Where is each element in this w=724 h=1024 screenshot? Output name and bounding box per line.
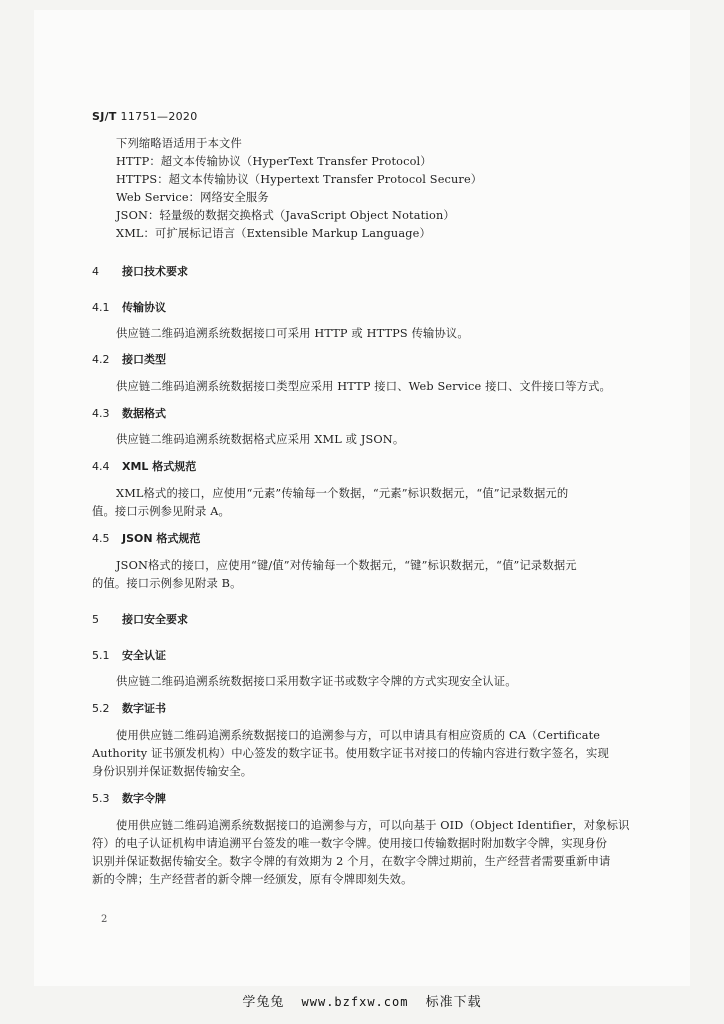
- section-title: 数字证书: [122, 702, 166, 715]
- page-number: 2: [101, 914, 108, 925]
- download-footer: [0, 990, 724, 1014]
- footer-tagline: 标准下载: [425, 995, 482, 1010]
- section-heading-4-2: [92, 352, 166, 368]
- section-title: JSON 格式规范: [122, 532, 201, 545]
- section-paragraph-line: XML格式的接口，应使用“元素”传输每一个数据，“元素”标识数据元，“值”记录数据元的: [116, 487, 569, 500]
- section-paragraph-line: 身份识别并保证数据传输安全。: [92, 765, 253, 778]
- section-number: 5: [92, 613, 99, 626]
- section-paragraph-line: 符）的电子认证机构申请追溯平台签发的唯一数字令牌。使用接口传输数据时附加数字令牌，实现身份: [92, 837, 608, 850]
- section-paragraph-line: Authority 证书颁发机构）中心签发的数字证书。使用数字证书对接口的传输内容进行数字签名，实现: [92, 747, 609, 760]
- section-number: 4.4: [92, 460, 110, 473]
- section-paragraph-line: 供应链二维码追溯系统数据接口类型应采用 HTTP 接口、Web Service 接口、文件接口等方式。: [116, 380, 611, 393]
- section-heading-5: [92, 612, 188, 628]
- footer-site-link[interactable]: www.bzfxw.com: [301, 995, 409, 1009]
- section-heading-4: [92, 264, 188, 280]
- section-paragraph-line: 供应链二维码追溯系统数据接口可采用 HTTP 或 HTTPS 传输协议。: [116, 327, 469, 340]
- section-paragraph-line: 使用供应链二维码追溯系统数据接口的追溯参与方，可以向基于 OID（Object Identifier，对象标识: [116, 819, 630, 832]
- abbreviation-intro: 下列缩略语适用于本文件: [116, 137, 242, 150]
- section-paragraph-line: 值。接口示例参见附录 A。: [92, 505, 230, 518]
- section-paragraph-line: JSON格式的接口，应使用“键/值”对传输每一个数据元，“键”标识数据元，“值”记录数据元: [116, 559, 577, 572]
- section-number: 5.2: [92, 702, 110, 715]
- section-heading-5-2: [92, 701, 166, 717]
- section-number: 4.3: [92, 407, 110, 420]
- section-heading-5-1: [92, 648, 166, 664]
- standard-code-prefix: SJ/T: [92, 110, 117, 123]
- section-title: 接口技术要求: [122, 265, 188, 278]
- section-number: 4.5: [92, 532, 110, 545]
- section-heading-5-3: [92, 791, 166, 807]
- section-title: 接口安全要求: [122, 613, 188, 626]
- section-heading-4-3: [92, 406, 166, 422]
- standard-code-number: 11751—2020: [120, 110, 198, 123]
- section-paragraph-line: 供应链二维码追溯系统数据格式应采用 XML 或 JSON。: [116, 433, 405, 446]
- section-title: 数字令牌: [122, 792, 166, 805]
- section-number: 4.2: [92, 353, 110, 366]
- abbreviation-item: HTTPS：超文本传输协议（Hypertext Transfer Protocol Secure）: [116, 173, 483, 186]
- section-paragraph-line: 新的令牌；生产经营者的新令牌一经颁发，原有令牌即刻失效。: [92, 873, 413, 886]
- abbreviation-item: Web Service：网络安全服务: [116, 191, 269, 204]
- section-heading-4-4: [92, 459, 196, 475]
- section-title: XML 格式规范: [122, 460, 197, 473]
- section-title: 接口类型: [122, 353, 166, 366]
- section-heading-4-5: [92, 531, 200, 547]
- section-number: 4: [92, 265, 99, 278]
- section-number: 5.1: [92, 649, 110, 662]
- section-paragraph-line: 识别并保证数据传输安全。数字令牌的有效期为 2 个月，在数字令牌过期前，生产经营者需要重新申请: [92, 855, 611, 868]
- section-number: 5.3: [92, 792, 110, 805]
- section-title: 安全认证: [122, 649, 166, 662]
- footer-brand: 学兔兔: [242, 995, 285, 1010]
- section-title: 数据格式: [122, 407, 166, 420]
- section-title: 传输协议: [122, 301, 166, 314]
- abbreviation-item: XML：可扩展标记语言（Extensible Markup Language）: [116, 227, 431, 240]
- section-paragraph-line: 的值。接口示例参见附录 B。: [92, 577, 242, 590]
- section-paragraph-line: 使用供应链二维码追溯系统数据接口的追溯参与方，可以申请具有相应资质的 CA（Certificate: [116, 729, 601, 742]
- abbreviation-item: HTTP：超文本传输协议（HyperText Transfer Protocol）: [116, 155, 432, 168]
- standard-code: [92, 109, 198, 125]
- section-number: 4.1: [92, 301, 110, 314]
- section-heading-4-1: [92, 300, 166, 316]
- section-paragraph-line: 供应链二维码追溯系统数据接口采用数字证书或数字令牌的方式实现安全认证。: [116, 675, 517, 688]
- abbreviation-item: JSON：轻量级的数据交换格式（JavaScript Object Notation）: [116, 209, 455, 222]
